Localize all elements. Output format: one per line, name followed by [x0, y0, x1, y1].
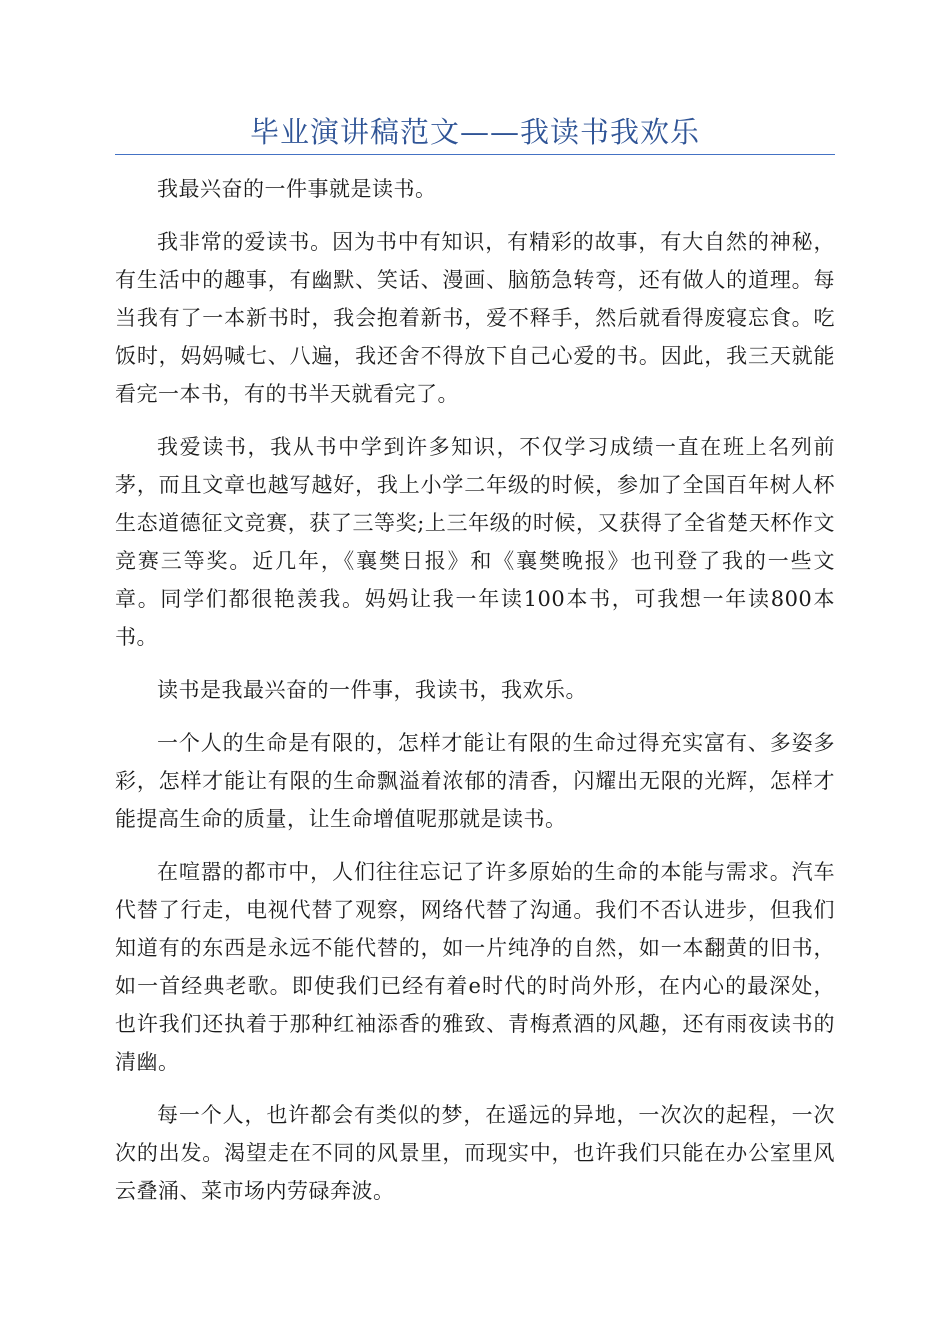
paragraph: 在喧嚣的都市中，人们往往忘记了许多原始的生命的本能与需求。汽车代替了行走，电视代替了观察，网络代替了沟通。我们不否认进步，但我们知道有的东西是永远不能代替的，如一片纯净的自然，如一本翻黄的旧书，如一首经典老歌。即使我们已经有着e时代的时尚外形，在内心的最深处，也许我们还执着于那种红袖添香的雅致、青梅煮酒的风趣，还有雨夜读书的清幽。	[115, 860, 835, 1074]
document-title: 毕业演讲稿范文——我读书我欢乐	[249, 115, 700, 149]
paragraph: 我爱读书，我从书中学到许多知识，不仅学习成绩一直在班上名列前茅，而且文章也越写越好，我上小学二年级的时候，参加了全国百年树人杯生态道德征文竞赛，获了三等奖;上三年级的时候，又获得了全省楚天杯作文竞赛三等奖。近几年，《襄樊日报》和《襄樊晚报》也刊登了我的一些文章。同学们都很艳羡我。妈妈让我一年读100本书，可我想一年读800本书。	[115, 435, 835, 649]
paragraph: 每一个人，也许都会有类似的梦，在遥远的异地，一次次的起程，一次次的出发。渴望走在不同的风景里，而现实中，也许我们只能在办公室里风云叠涌、菜市场内劳碌奔波。	[115, 1103, 835, 1203]
document-body	[115, 170, 835, 1225]
paragraph: 我非常的爱读书。因为书中有知识，有精彩的故事，有大自然的神秘，有生活中的趣事，有幽默、笑话、漫画、脑筋急转弯，还有做人的道理。每当我有了一本新书时，我会抱着新书，爱不释手，然后就看得废寝忘食。吃饭时，妈妈喊七、八遍，我还舍不得放下自己心爱的书。因此，我三天就能看完一本书，有的书半天就看完了。	[115, 230, 835, 406]
paragraph: 读书是我最兴奋的一件事，我读书，我欢乐。	[157, 678, 587, 702]
paragraph: 我最兴奋的一件事就是读书。	[157, 177, 437, 201]
paragraph: 一个人的生命是有限的，怎样才能让有限的生命过得充实富有、多姿多彩，怎样才能让有限的生命飘溢着浓郁的清香，闪耀出无限的光辉，怎样才能提高生命的质量，让生命增值呢那就是读书。	[115, 731, 835, 831]
title-underline	[115, 154, 835, 155]
